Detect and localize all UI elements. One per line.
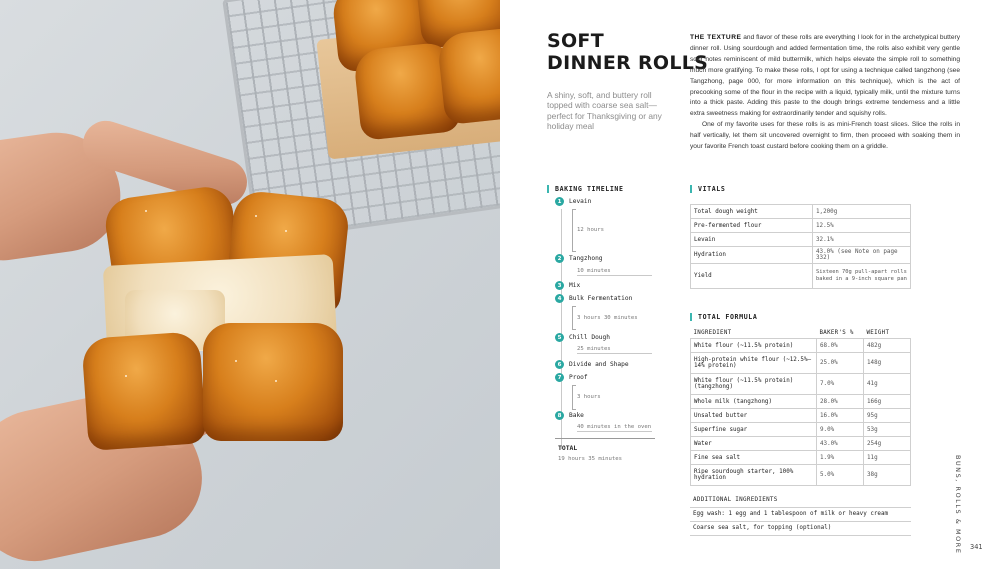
vitals-key: Levain bbox=[691, 233, 813, 247]
table-row bbox=[691, 247, 911, 264]
weight-cell: 53g bbox=[864, 423, 911, 437]
timeline-heading: BAKING TIMELINE bbox=[547, 185, 624, 193]
vitals-key: Total dough weight bbox=[691, 205, 813, 219]
vitals-value: 43.0% (see Note on page 332) bbox=[813, 247, 911, 264]
step-number-badge: 2 bbox=[555, 254, 564, 263]
weight-cell: 38g bbox=[864, 465, 911, 486]
vitals-value: Sixteen 70g pull-apart rolls baked in a 9-inch square pan bbox=[813, 264, 911, 289]
table-row bbox=[691, 423, 911, 437]
formula-table bbox=[690, 328, 911, 486]
duration-rule bbox=[577, 431, 652, 432]
torn-roll bbox=[85, 190, 347, 448]
timeline-step bbox=[555, 197, 591, 206]
title-line-1: SOFT bbox=[547, 30, 604, 52]
step-label: Mix bbox=[569, 282, 581, 289]
ingredient-cell: Whole milk (tangzhong) bbox=[691, 395, 817, 409]
weight-cell: 148g bbox=[864, 353, 911, 374]
table-row bbox=[691, 205, 911, 219]
vitals-key: Hydration bbox=[691, 247, 813, 264]
ingredient-cell: Water bbox=[691, 437, 817, 451]
intro-paragraph-1 bbox=[690, 33, 960, 120]
ingredient-cell: White flour (~11.5% protein) bbox=[691, 339, 817, 353]
intro-lead: THE TEXTURE bbox=[690, 34, 742, 41]
bakers-percent-cell: 68.0% bbox=[817, 339, 864, 353]
additional-ingredients bbox=[690, 494, 911, 536]
duration-bracket bbox=[572, 209, 576, 252]
ingredient-cell: White flour (~11.5% protein) (tangzhong) bbox=[691, 374, 817, 395]
duration-rule bbox=[577, 353, 652, 354]
bakers-percent-cell: 43.0% bbox=[817, 437, 864, 451]
vitals-value: 12.5% bbox=[813, 219, 911, 233]
bakers-percent-cell: 5.0% bbox=[817, 465, 864, 486]
step-label: Chill Dough bbox=[569, 334, 610, 341]
step-label: Tangzhong bbox=[569, 255, 603, 262]
duration-bracket bbox=[572, 306, 576, 330]
table-row bbox=[691, 437, 911, 451]
additional-ingredients-heading: ADDITIONAL INGREDIENTS bbox=[690, 494, 911, 508]
table-row bbox=[691, 353, 911, 374]
column-header-bakers-percent: BAKER'S % bbox=[817, 328, 864, 339]
page-number: 341 bbox=[970, 543, 983, 551]
weight-cell: 166g bbox=[864, 395, 911, 409]
step-duration: 40 minutes in the oven bbox=[577, 424, 652, 430]
timeline-step bbox=[555, 373, 588, 382]
timeline-step bbox=[555, 411, 584, 420]
vitals-value: 32.1% bbox=[813, 233, 911, 247]
ingredient-cell: Fine sea salt bbox=[691, 451, 817, 465]
step-duration: 12 hours bbox=[577, 227, 604, 233]
table-row bbox=[691, 219, 911, 233]
intro-paragraph-2: One of my favorite uses for these rolls is as mini-French toast slices. Slice the rolls in half vertically, let them sit uncovered overnight to firm, then proceed with soaking them in your favorite French toast custard before cooking them on a griddle. bbox=[690, 121, 960, 151]
table-row bbox=[691, 264, 911, 289]
timeline-step bbox=[555, 254, 603, 263]
bakers-percent-cell: 9.0% bbox=[817, 423, 864, 437]
timeline-total-value: 19 hours 35 minutes bbox=[558, 456, 622, 462]
table-row bbox=[691, 465, 911, 486]
pan-of-rolls bbox=[290, 0, 500, 181]
list-item: Coarse sea salt, for topping (optional) bbox=[690, 522, 911, 536]
weight-cell: 41g bbox=[864, 374, 911, 395]
bakers-percent-cell: 1.9% bbox=[817, 451, 864, 465]
table-row bbox=[691, 395, 911, 409]
timeline-step bbox=[555, 281, 580, 290]
table-row bbox=[691, 233, 911, 247]
step-label: Divide and Shape bbox=[569, 361, 629, 368]
duration-rule bbox=[577, 275, 652, 276]
intro-text-1: and flavor of these rolls are everything I look for in the archetypical buttery dinner roll. Using sourdough and added fermentation time, the rolls also exhibit very gentle sour notes reminiscent of mild buttermilk, which helps elevate the simple roll to something much more gratifying. To make these rolls, I opt for using a technique called tangzhong (see Tangzhong, page 000, for more information on this technique), which is the act of precooking some of the flour in the recipe with a liquid, typically milk, until the mixture turns into a thick paste. Adding this paste to the dough brings extreme tenderness and a little extra sweetness making for extraordinarily tender and squishy rolls. bbox=[690, 34, 960, 118]
table-row bbox=[691, 374, 911, 395]
weight-cell: 482g bbox=[864, 339, 911, 353]
step-number-badge: 5 bbox=[555, 333, 564, 342]
title-line-2: DINNER ROLLS bbox=[547, 52, 709, 74]
ingredient-cell: High-protein white flour (~12.5%–14% protein) bbox=[691, 353, 817, 374]
ingredient-cell: Unsalted butter bbox=[691, 409, 817, 423]
bakers-percent-cell: 25.0% bbox=[817, 353, 864, 374]
recipe-intro bbox=[690, 33, 960, 153]
step-label: Proof bbox=[569, 374, 588, 381]
step-label: Bake bbox=[569, 412, 584, 419]
step-label: Levain bbox=[569, 198, 592, 205]
ingredient-cell: Superfine sugar bbox=[691, 423, 817, 437]
vitals-table bbox=[690, 204, 911, 289]
total-rule bbox=[555, 438, 655, 439]
recipe-title bbox=[547, 30, 708, 74]
bakers-percent-cell: 16.0% bbox=[817, 409, 864, 423]
step-number-badge: 8 bbox=[555, 411, 564, 420]
bakers-percent-cell: 28.0% bbox=[817, 395, 864, 409]
duration-bracket bbox=[572, 385, 576, 410]
column-header-weight: WEIGHT bbox=[864, 328, 911, 339]
table-row bbox=[691, 451, 911, 465]
vitals-heading: VITALS bbox=[690, 185, 725, 193]
timeline-step bbox=[555, 333, 610, 342]
table-row bbox=[691, 409, 911, 423]
weight-cell: 11g bbox=[864, 451, 911, 465]
step-number-badge: 6 bbox=[555, 360, 564, 369]
recipe-subtitle: A shiny, soft, and buttery roll topped with coarse sea salt—perfect for Thanksgiving or any holiday meal bbox=[547, 90, 662, 132]
step-number-badge: 3 bbox=[555, 281, 564, 290]
table-row bbox=[691, 339, 911, 353]
vitals-key: Pre-fermented flour bbox=[691, 219, 813, 233]
weight-cell: 254g bbox=[864, 437, 911, 451]
list-item: Egg wash: 1 egg and 1 tablespoon of milk or heavy cream bbox=[690, 508, 911, 522]
column-header-ingredient: INGREDIENT bbox=[691, 328, 817, 339]
vitals-value: 1,200g bbox=[813, 205, 911, 219]
step-number-badge: 4 bbox=[555, 294, 564, 303]
step-duration: 10 minutes bbox=[577, 268, 611, 274]
step-number-badge: 7 bbox=[555, 373, 564, 382]
formula-heading: TOTAL FORMULA bbox=[690, 313, 757, 321]
step-number-badge: 1 bbox=[555, 197, 564, 206]
ingredient-cell: Ripe sourdough starter, 100% hydration bbox=[691, 465, 817, 486]
recipe-page bbox=[500, 0, 1000, 569]
timeline-total-label: TOTAL bbox=[558, 444, 578, 452]
timeline-step bbox=[555, 360, 629, 369]
weight-cell: 95g bbox=[864, 409, 911, 423]
step-duration: 3 hours 30 minutes bbox=[577, 315, 638, 321]
step-label: Bulk Fermentation bbox=[569, 295, 633, 302]
timeline-step bbox=[555, 294, 632, 303]
step-duration: 3 hours bbox=[577, 394, 601, 400]
vitals-key: Yield bbox=[691, 264, 813, 289]
bakers-percent-cell: 7.0% bbox=[817, 374, 864, 395]
step-duration: 25 minutes bbox=[577, 346, 611, 352]
table-header-row bbox=[691, 328, 911, 339]
running-head: BUNS, ROLLS & MORE bbox=[954, 455, 962, 555]
